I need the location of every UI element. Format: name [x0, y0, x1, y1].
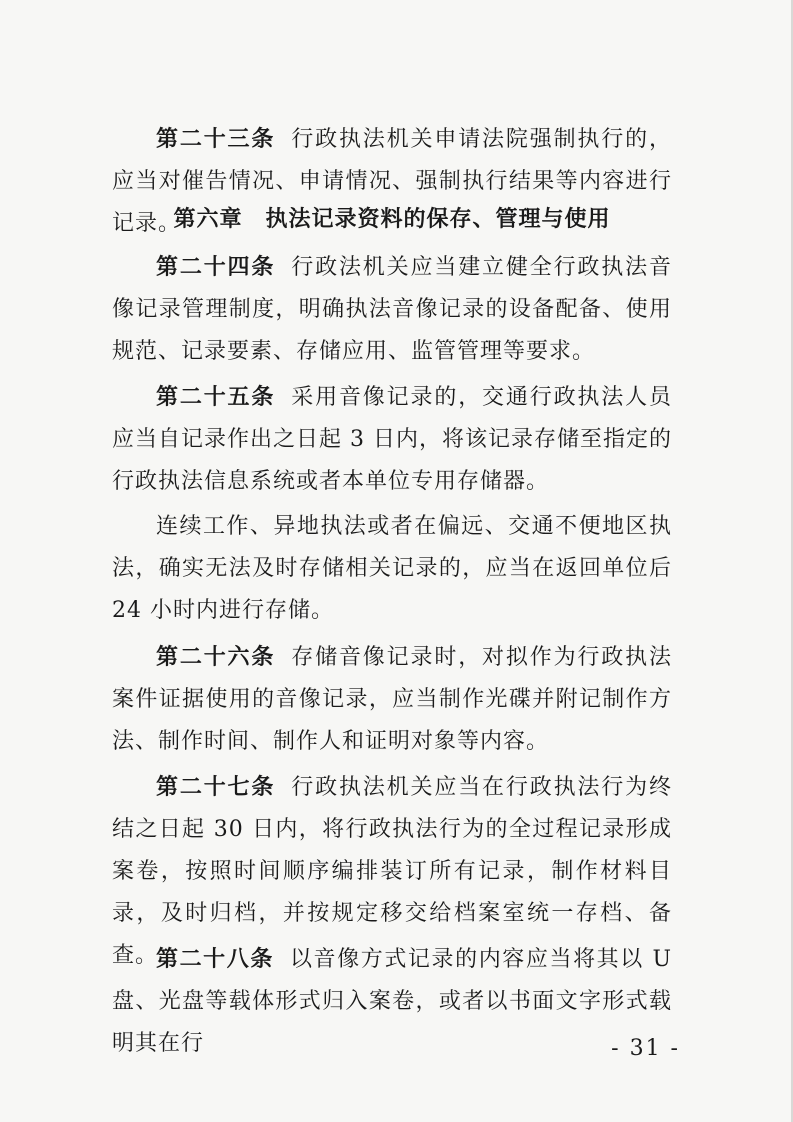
article-number: 第二十六条: [156, 644, 276, 670]
article-text: 行政法机关应当建立健全行政执法音像记录管理制度，明确执法音像记录的设备配备、使用规范、记录要素、存储应用、监管管理等要求。: [112, 255, 672, 364]
chapter-heading: 第六章 执法记录资料的保存、管理与使用: [173, 206, 611, 232]
article-text: 以音像方式记录的内容应当将其以 U 盘、光盘等载体形式归入案卷，或者以书面文字形式载明其在行: [112, 947, 672, 1056]
article-number: 第二十四条: [156, 254, 276, 280]
paragraph-text: 连续工作、异地执法或者在偏远、交通不便地区执法，确实无法及时存储相关记录的，应当在返回单位后 24 小时内进行存储。: [112, 514, 672, 623]
article-24: [112, 246, 672, 373]
article-number: 第二十三条: [156, 126, 276, 152]
article-text: 行政执法机关申请法院强制执行的，应当对催告情况、申请情况、强制执行结果等内容进行记录。: [112, 127, 672, 236]
article-text: 行政执法机关应当在行政执法行为终结之日起 30 日内，将行政执法行为的全过程记录形成案卷，按照时间顺序编排装订所有记录，制作材料目录，及时归档，并按规定移交给档案室统一存档、备查。: [112, 775, 672, 968]
article-28: [112, 938, 672, 1065]
page-number: - 31 -: [611, 1036, 680, 1061]
article-number: 第二十八条: [156, 946, 274, 972]
article-number: 第二十七条: [156, 774, 276, 800]
article-25-continuation: [112, 506, 672, 632]
article-number: 第二十五条: [156, 384, 276, 410]
article-text: 采用音像记录的，交通行政执法人员应当自记录作出之日起 3 日内，将该记录存储至指定的行政执法信息系统或者本单位专用存储器。: [112, 385, 672, 494]
article-26: [112, 636, 672, 763]
article-25: [112, 376, 672, 503]
article-text: 存储音像记录时，对拟作为行政执法案件证据使用的音像记录，应当制作光碟并附记制作方法、制作时间、制作人和证明对象等内容。: [112, 645, 672, 754]
